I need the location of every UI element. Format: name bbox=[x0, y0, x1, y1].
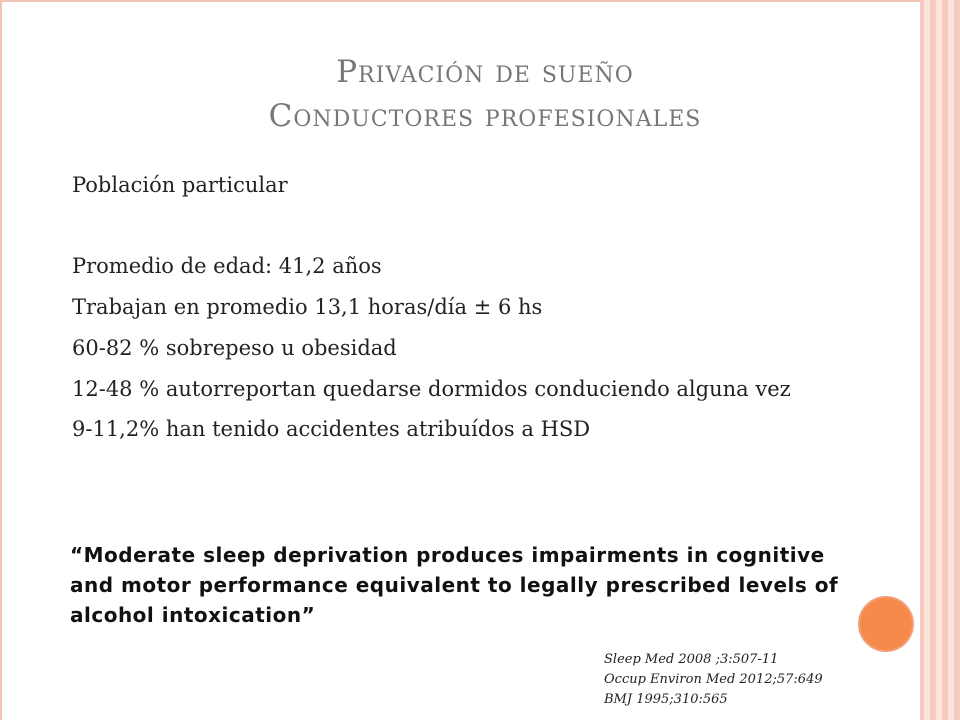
list-item: Promedio de edad: 41,2 años bbox=[72, 254, 382, 278]
list-item: 9-11,2% han tenido accidentes atribuídos a HSD bbox=[72, 417, 591, 441]
title-line-1: Privación de sueño bbox=[336, 54, 634, 90]
slide-title bbox=[0, 50, 960, 138]
reference-item: BMJ 1995;310:565 bbox=[604, 692, 728, 707]
reference-item: Sleep Med 2008 ;3:507-11 bbox=[604, 652, 779, 667]
title-line-2: Conductores profesionales bbox=[268, 98, 702, 134]
intro-text: Población particular bbox=[72, 173, 288, 197]
quote-text: “Moderate sleep deprivation produces impairments in cognitive and motor performance equivalent to legally prescribed levels of alcohol intoxication” bbox=[70, 543, 839, 627]
slide-body bbox=[72, 172, 842, 443]
decorative-circle bbox=[858, 596, 914, 652]
list-item: 12-48 % autorreportan quedarse dormidos conduciendo alguna vez bbox=[72, 377, 791, 401]
references bbox=[604, 650, 823, 710]
list-item: 60-82 % sobrepeso u obesidad bbox=[72, 336, 397, 360]
list-item: Trabajan en promedio 13,1 horas/día ± 6 hs bbox=[72, 295, 543, 319]
reference-item: Occup Environ Med 2012;57:649 bbox=[604, 672, 823, 687]
